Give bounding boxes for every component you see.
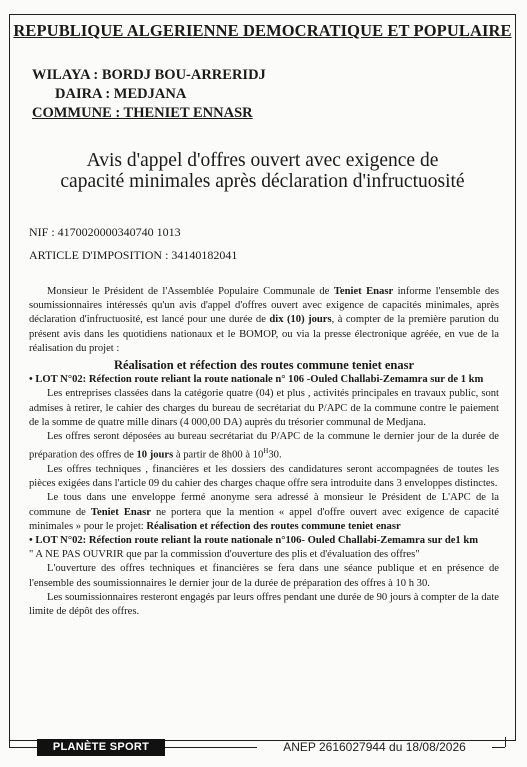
notice-title-line-2: capacité minimales après déclaration d'infructuosité [60,171,465,192]
enveloppe-paragraph [29,491,499,534]
depot-duration: 10 jours [136,449,174,461]
article-imposition: ARTICLE D'IMPOSITION : 34140182041 [29,248,238,262]
intro-text-b: informe l'ensemble des soumissionnaires intéressés qu'un avis d'appel d'offres ouvert avec exigence de capacités minimales, après déclaration d'infructuosité, est lancé pour une durée de [29,286,499,326]
intro-paragraph [29,285,499,356]
depot-sup: H [263,447,269,456]
intro-text-a: Monsieur le Président de l'Assemblée Populaire Communale de [47,286,334,297]
commune-line: COMMUNE : THENIET ENNASR [32,105,253,121]
depot-text-c: 30. [268,449,282,461]
notice-title-line-1: Avis d'appel d'offres ouvert avec exigence de [86,150,439,171]
entreprises-paragraph: Les entreprises classées dans la catégorie quatre (04) et plus , activités principales en travaux public, sont admises à retirer, le cahier des charges du bureau de secrétariat du P/APC de la commune contre le paiement de la somme de quatre mille dinars (4 000,00 DA) auprès du trésorier communal de Medjana. [29,388,499,428]
engages-paragraph: Les soumissionnaires resteront engagés par leurs offres pendant une durée de 90 jours à compter de la date limite de dépôt des offres. [29,591,499,617]
notice-frame [9,14,516,741]
ouverture-paragraph: L'ouverture des offres techniques et financières se fera dans une séance publique et en présence de l'ensemble des soumissionnaires le dernier jour de la durée de préparation des offres à 10 h 30. [29,563,499,589]
enveloppe-project: Réalisation et réfection des routes commune teniet enasr [146,520,401,532]
depot-text-a: Les offres seront déposées au bureau secrétariat du P/APC de la commune le dernier jour de la durée de préparation des offres de [29,431,499,461]
nif-number: NIF : 4170020000340740 1013 [29,225,181,239]
lot-1-line: • LOT N°02: Réfection route reliant la route nationale n° 106 -Ouled Challabi-Zemamra sur de 1 km [29,374,484,386]
footer-rule [165,747,257,748]
footer-tick-left [9,737,10,747]
republic-heading: REPUBLIQUE ALGERIENNE DEMOCRATIQUE ET POPULAIRE [13,21,512,40]
anep-reference: ANEP 2616027944 du 18/08/2026 [283,740,466,754]
enveloppe-text-a: Le tous dans une enveloppe fermé anonyme sera adressé à monsieur le Président de L'APC de la commune de [29,492,499,518]
publication-badge: PLANÈTE SPORT [37,739,165,756]
intro-text-c: , à compter de la première parution du présent avis dans les quotidiens nationaux et le BOMOP, ou via la presse électronique agréée, en vue de la réalisation du projet : [29,314,499,354]
footer-tick-right [505,737,506,747]
intro-commune: Teniet Enasr [333,286,394,297]
footer-rule [9,747,37,748]
notice-body [29,285,499,619]
daira-line: DAIRA : MEDJANA [55,86,187,102]
intro-duration: dix (10) jours [269,314,332,326]
project-title: Réalisation et réfection des routes commune teniet enasr [113,358,415,373]
notice-title [10,150,515,192]
techniques-paragraph: Les offres techniques , financières et les dossiers des candidatures seront accompagnées de toutes les pièces exigées dans l'article 09 du cahier des charges chaque offre sera introduite dans 3 enveloppes distinctes. [29,463,499,490]
lot-2-line: • LOT N°02: Réfection route reliant la route nationale n°106- Ouled Challabi-Zemamra sur de1 km [29,534,479,546]
depot-paragraph [29,430,499,463]
footer-rule [492,747,505,748]
wilaya-line: WILAYA : BORDJ BOU-ARRERIDJ [32,67,266,83]
enveloppe-text-b: ne portera que la mention « appel d'offre ouvert avec exigence de capacité minimales » pour le projet: [29,506,499,532]
enveloppe-commune: Teniet Enasr [90,506,151,518]
ne-pas-ouvrir-line: " A NE PAS OUVRIR que par la commission d'ouverture des plis et d'évaluation des offres" [29,549,420,561]
depot-text-b: à partir de 8h00 à 10 [173,449,264,461]
